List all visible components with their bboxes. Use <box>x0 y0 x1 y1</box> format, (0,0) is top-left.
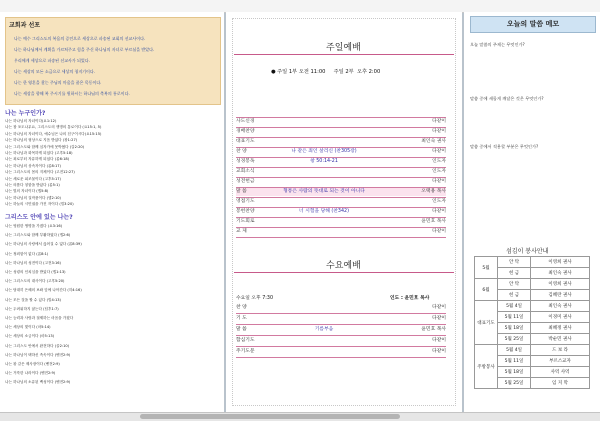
roster-person: 부르스교자 <box>531 356 590 367</box>
vision-box <box>5 17 221 105</box>
vision-line: 나는 예수 그리스도의 복음의 증인으로 세상으로 파송된 교회의 선교사이다. <box>14 36 146 41</box>
vision-line: 나는 하나님께서 계획을 가르쳐주고 힘을 주신 하나님의 자녀로 부르심을 받았다. <box>14 47 155 52</box>
row-item: 대표기도 <box>236 139 255 144</box>
scrollbar-thumb[interactable] <box>140 414 400 419</box>
roster-person: 이영희 권사 <box>531 257 590 268</box>
vision-line: 나는 세상을 향해 복 주시기를 원하시는 하나님의 축복의 통로이다. <box>14 91 130 96</box>
roster-person: 사역 사역 <box>531 367 590 378</box>
who-line: 나는 그리스도의 몸의 지체이다 (고전12:27) <box>5 170 75 175</box>
row-detail: 나 같은 죄인 살리신 (찬305장) <box>291 149 357 154</box>
row-leader: 최인숙 권사 <box>421 139 446 144</box>
wednesday-row <box>236 315 446 323</box>
roster-role: 5월 25일 <box>498 378 531 389</box>
sunday-title-rule <box>234 54 454 55</box>
memo-question-2: 말씀 중에 새롭게 깨달은 것은 무엇인가? <box>470 96 544 101</box>
wednesday-leader: 인도 : 윤민호 목사 <box>390 296 430 301</box>
roster-row <box>475 279 590 290</box>
row-leader: 다같이 <box>432 129 446 134</box>
row-item: 말 씀 <box>236 327 247 332</box>
row-item: 경배찬양 <box>236 129 255 134</box>
roster-group: 주방봉사 <box>475 345 498 389</box>
roster-role: 5월 18일 <box>498 367 531 378</box>
sunday-row <box>236 218 446 226</box>
who-line: 나는 하나님과 화목하게 되었다 (고후5:18) <box>5 151 73 156</box>
vision-title: 교회과 선포 <box>9 22 41 29</box>
wednesday-title-rule <box>234 272 454 273</box>
row-leader: 다같이 <box>432 229 446 234</box>
row-item: 찬 양 <box>236 305 247 310</box>
christ-line: 나는 담대히 은혜의 보좌 앞에 나아간다 (히4:16) <box>5 288 82 293</box>
memo-question-3: 말씀 중에서 적용할 부분은 무엇인가? <box>470 144 539 149</box>
sunday-row <box>236 148 446 156</box>
page-left <box>0 12 224 412</box>
row-item: 봉헌찬양 <box>236 209 255 214</box>
christ-line: 나는 거룩한 나라이다 (벧전2:9) <box>5 371 56 376</box>
page-middle <box>226 12 462 412</box>
christ-line: 나는 능력과 사랑과 절제하는 마음을 가졌다 <box>5 316 74 321</box>
roster-role: 5월 25일 <box>498 334 531 345</box>
roster-group: 대표기도 <box>475 301 498 345</box>
vision-lines <box>14 33 216 99</box>
who-line: 나는 하나님의 걸작품이다 (엡2:10) <box>5 195 61 200</box>
row-leader: 인도자 <box>432 199 446 204</box>
row-leader: 인도자 <box>432 169 446 174</box>
christ-line: 나는 그리스도와 함께 부활하였다 (엡2:6) <box>5 233 71 238</box>
row-rule <box>236 313 446 314</box>
christ-line: 나는 성령의 인치심을 받았다 (엡1:13) <box>5 270 66 275</box>
christ-line: 나는 그리스도 안에서 완전하다 (골2:10) <box>5 343 70 348</box>
roster-role: 5월 4일 <box>498 301 531 312</box>
sunday-row <box>236 198 446 206</box>
row-leader: 다같이 <box>432 349 446 354</box>
row-leader: 윤민호 목사 <box>421 219 446 224</box>
roster-row <box>475 301 590 312</box>
christ-line: 나는 두려워하지 않는다 (딤후1:7) <box>5 306 59 311</box>
sunday-row <box>236 168 446 176</box>
christ-line: 나는 하나님의 소유된 백성이다 (벧전2:9) <box>5 380 71 385</box>
row-detail: 창 50:14-21 <box>310 159 338 164</box>
vision-line: 나는 세상의 모든 소금으로 세상의 청지기이다. <box>14 69 96 74</box>
row-item: 주기도문 <box>236 349 255 354</box>
wednesday-row <box>236 326 446 334</box>
row-leader: 윤민호 목사 <box>421 327 446 332</box>
roster-person: 최인숙 권사 <box>531 301 590 312</box>
roster-person: 박순민 권사 <box>531 334 590 345</box>
row-item: 성경봉독 <box>236 159 255 164</box>
page-right <box>464 12 600 412</box>
roster-role: 안 탁 <box>498 279 531 290</box>
wednesday-title: 수요예배 <box>326 261 361 271</box>
sunday-row <box>236 118 446 126</box>
roster-title: 섬김이 봉사안내 <box>506 248 549 255</box>
who-line: 나는 참 포도나무요, 그리스도의 생명의 통로이다 (요15:1, 5) <box>5 125 102 130</box>
roster-row <box>475 345 590 356</box>
sunday-row <box>236 158 446 166</box>
who-line: 나는 하나님의 형상으로 지음 받았다 (창1:27) <box>5 138 78 143</box>
row-detail: 너 시험을 당해 (찬342) <box>299 209 349 214</box>
christ-line: 나는 모든 것을 할 수 있다 (빌4:13) <box>5 297 61 302</box>
sunday-times: ● 주일 1부 오전 11:00 주일 2부 오후 2:00 <box>271 69 381 75</box>
roster-person: 이경미 권사 <box>531 312 590 323</box>
roster-role: 5월 11일 <box>498 356 531 367</box>
who-line: 나는 그리스도와 함께 십자가에 못박혔다 (갈2:20) <box>5 144 85 149</box>
wednesday-row <box>236 337 446 345</box>
christ-lines <box>5 222 219 388</box>
roster-table <box>474 256 590 389</box>
row-item: 성전헌금 <box>236 179 255 184</box>
roster-person: 최혜정 권사 <box>531 323 590 334</box>
sunday-row <box>236 208 446 216</box>
row-leader: 다같이 <box>432 149 446 154</box>
row-item: 교 제 <box>236 229 247 234</box>
christ-title: 그리스도 안에 있는 나는? <box>5 214 73 221</box>
row-detail: 기름부음 <box>314 327 334 332</box>
who-line: 나는 하나님의 상속자이다 (롬8:17) <box>5 163 61 168</box>
christ-line: 나는 영원한 생명을 가졌다 (요3:16) <box>5 224 63 228</box>
row-rule <box>236 324 446 325</box>
memo-question-1: 오늘 말씀의 주제는 무엇인가? <box>470 42 525 47</box>
roster-role: 헌 금 <box>498 290 531 301</box>
sunday-row <box>236 128 446 136</box>
christ-line: 나는 그리스도의 대사이다 (고후5:20) <box>5 279 65 284</box>
who-line: 나는 빛의 자녀이다 (엡5:8) <box>5 189 49 194</box>
roster-person: 김혜란 권사 <box>531 290 590 301</box>
sunday-row <box>236 138 446 146</box>
row-detail: 형통은 사람의 뜻대로 되는 것이 아니다 <box>283 189 365 194</box>
row-item: 말 씀 <box>236 189 247 194</box>
roster-person: 드 보 라 <box>531 345 590 356</box>
row-leader: 다같이 <box>432 305 446 310</box>
row-item: 교회소식 <box>236 169 255 174</box>
sunday-row <box>236 108 446 116</box>
row-leader: 오택용 목사 <box>421 189 446 194</box>
christ-line: 나는 세상의 빛이다 (마5:14) <box>5 325 51 330</box>
row-item: 사도신경 <box>236 119 255 124</box>
row-item: 찬 양 <box>236 149 247 154</box>
row-leader: 다같이 <box>432 119 446 124</box>
christ-line: 나는 하나님이 택하신 족속이다 (벧전2:9) <box>5 352 71 357</box>
who-line: 나는 하나님의 자녀이다, 예수님은 나의 친구이시다(요15:15) <box>5 131 102 136</box>
wednesday-row <box>236 304 446 312</box>
roster-role: 안 탁 <box>498 257 531 268</box>
christ-line: 나는 정죄함이 없다 (롬8:1) <box>5 251 49 256</box>
row-leader: 다같이 <box>432 209 446 214</box>
roster-person: 임 지 막 <box>531 378 590 389</box>
roster-group: 5월 <box>475 257 498 279</box>
vision-line: 우리에게 세상으로 파송된 선교사가 되었다. <box>14 58 90 63</box>
row-item: 기도회로 <box>236 219 255 224</box>
who-lines <box>5 118 219 208</box>
christ-line: 나는 왕 같은 제사장이다 (벧전2:9) <box>5 362 60 367</box>
vision-line: 나는 한 영혼을 찾는 주님의 마음을 품은 목동이다. <box>14 80 102 85</box>
roster-role: 헌 금 <box>498 268 531 279</box>
row-leader: 인도자 <box>432 159 446 164</box>
christ-line: 나는 세상의 소금이다 (마5:13) <box>5 334 55 339</box>
row-rule <box>236 237 446 238</box>
who-line: 나는 새로운 피조물이다 (고후5:17) <box>5 176 61 181</box>
row-rule <box>236 335 446 336</box>
wednesday-row <box>236 348 446 356</box>
row-rule <box>236 357 446 358</box>
row-leader: 다같이 <box>432 338 446 343</box>
sunday-row <box>236 188 446 196</box>
who-line: 나는 의롭다 칭함을 받았다 (롬5:1) <box>5 183 60 188</box>
roster-role: 5월 11일 <box>498 312 531 323</box>
roster-role: 5월 18일 <box>498 323 531 334</box>
wednesday-time: 수요일 오후 7:30 <box>236 296 273 301</box>
who-title: 나는 누구인가? <box>5 110 46 117</box>
row-item: 영접기도 <box>236 199 255 204</box>
sunday-title: 주일예배 <box>326 43 361 53</box>
roster-person: 이영희 권사 <box>531 279 590 290</box>
roster-role: 5월 4일 <box>498 345 531 356</box>
who-line: 나는 하늘의 시민권을 가진 자이다 (빌3:20) <box>5 202 74 207</box>
row-item: 합심기도 <box>236 338 255 343</box>
who-line: 나는 죄로부터 자유하게 되었다 (롬6:18) <box>5 157 70 162</box>
who-line: 나는 하나님의 자녀이다(요1:12) <box>5 119 57 123</box>
christ-line: 나는 하나님의 성전이다 (고전3:16) <box>5 260 61 265</box>
row-item: 기 도 <box>236 316 247 321</box>
memo-title: 오늘의 말씀 메모 <box>470 16 596 33</box>
row-rule <box>236 346 446 347</box>
row-leader: 다같이 <box>432 179 446 184</box>
roster-person: 최인숙 권사 <box>531 268 590 279</box>
christ-line: 나는 하나님의 사랑에서 끊어질 수 없다 (롬8:39) <box>5 242 82 247</box>
sunday-row <box>236 178 446 186</box>
sunday-row <box>236 228 446 236</box>
roster-group: 6월 <box>475 279 498 301</box>
row-leader: 다같이 <box>432 316 446 321</box>
roster-row <box>475 257 590 268</box>
